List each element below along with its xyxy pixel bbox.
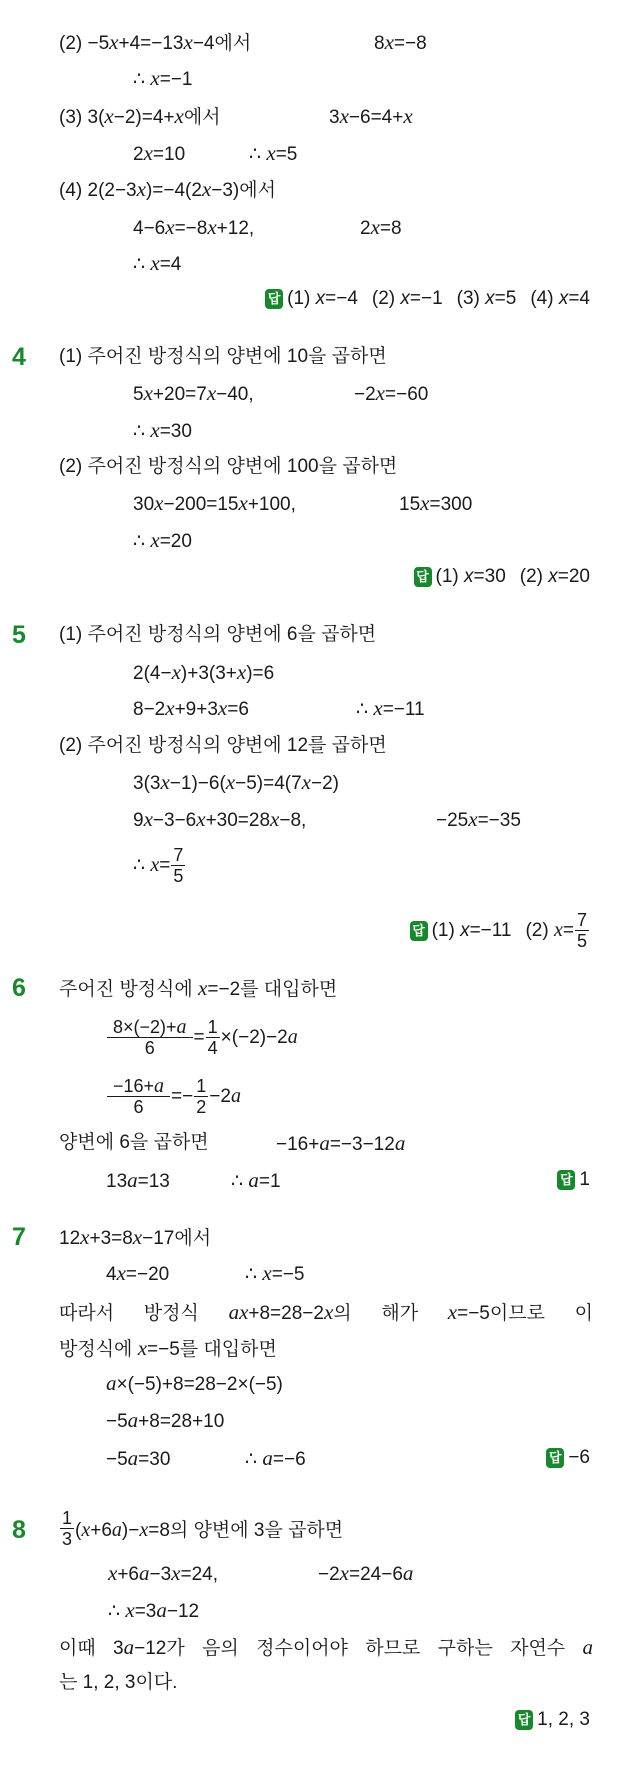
numerator: 7: [173, 845, 184, 865]
s5-line-6-result: −25x=−35: [436, 807, 521, 831]
problem-number-6: 6: [12, 974, 26, 1002]
answer-item: (1) x=30: [435, 566, 506, 587]
answer-prefix: (2) x=: [525, 919, 574, 941]
denominator: 6: [133, 1097, 144, 1117]
numerator: 1: [62, 1508, 73, 1528]
problem-number-4: 4: [12, 343, 26, 371]
problem-number-8: 8: [12, 1516, 26, 1544]
s8-line-2: x+6a−3x=24,: [108, 1561, 219, 1585]
s6-answer: [557, 1168, 590, 1192]
s7-answer: [546, 1446, 590, 1470]
s5-line-7: [133, 845, 186, 886]
s3-line-3-result: 3x−6=4+x: [329, 104, 413, 128]
s3-line-3-solution: ∴ x=5: [249, 141, 298, 165]
s7-line-3: 따라서 방정식 ax+8=28−2x의 해가 x=−5이므로 이: [59, 1300, 593, 1324]
answer-item: (1) x=−4: [287, 288, 358, 309]
s4-answer: [414, 565, 590, 589]
answer-badge-icon: 답: [265, 289, 283, 309]
equals-sign: =−: [171, 1085, 194, 1107]
fraction: [107, 1076, 170, 1117]
answer-item: 1, 2, 3: [537, 1709, 590, 1730]
fraction: [171, 845, 185, 886]
s6-fraction-equation-1: [106, 1017, 298, 1058]
answer-item: [525, 910, 590, 951]
s6-fraction-equation-2: [106, 1076, 241, 1117]
numerator: −16+a: [107, 1076, 170, 1097]
s7-line-1: 12x+3=8x−17에서: [59, 1225, 212, 1249]
s4-line-2: 5x+20=7x−40,: [133, 381, 254, 405]
s5-answer: [410, 910, 590, 951]
s4-line-4: (2) 주어진 방정식의 양변에 100을 곱하면: [59, 456, 398, 477]
fraction: [206, 1017, 220, 1058]
s8-answer: [515, 1708, 590, 1732]
s8-line-3: ∴ x=3a−12: [108, 1598, 200, 1622]
answer-item: 1: [579, 1169, 590, 1190]
expression-tail: ×(−2)−2a: [220, 1026, 298, 1048]
expression-tail: (x+6a)−x=8의 양변에 3을 곱하면: [75, 1519, 344, 1541]
equals-sign: =: [193, 1026, 205, 1048]
s6-line-1: 주어진 방정식에 x=−2를 대입하면: [59, 976, 338, 1000]
s4-line-3: ∴ x=30: [133, 418, 192, 442]
s4-line-6: ∴ x=20: [133, 528, 192, 552]
answer-badge-icon: 답: [410, 921, 428, 941]
answer-item: (2) x=20: [519, 566, 590, 587]
fraction: [60, 1508, 74, 1549]
expression-tail: −2a: [209, 1085, 241, 1107]
s3-line-2-solution: ∴ x=−1: [133, 66, 193, 90]
s3-line-4-result: 2x=8: [360, 215, 402, 239]
s5-line-3: 8−2x+9+3x=6: [133, 696, 249, 720]
numerator: 1: [207, 1017, 218, 1037]
s4-line-5-result: 15x=300: [399, 491, 473, 515]
s7-line-7: −5a=30: [106, 1446, 171, 1470]
denominator: 5: [576, 931, 587, 951]
fraction: [107, 1017, 193, 1058]
numerator: 1: [196, 1076, 207, 1096]
s5-line-6: 9x−3−6x+30=28x−8,: [133, 807, 307, 831]
s6-line-4-result: −16+a=−3−12a: [276, 1131, 406, 1155]
s6-line-4: 양변에 6을 곱하면: [59, 1132, 209, 1153]
s3-answer: [265, 287, 590, 311]
s4-line-5: 30x−200=15x+100,: [133, 491, 296, 515]
s3-line-3: (3) 3(x−2)=4+x에서: [59, 104, 221, 128]
s5-line-5: 3(3x−1)−6(x−5)=4(7x−2): [133, 770, 339, 794]
denominator: 4: [207, 1038, 218, 1058]
s8-line-5: 는 1, 2, 3이다.: [59, 1672, 178, 1693]
s8-line-4: 이때 3a−12가 음의 정수이어야 하므로 구하는 자연수 a: [59, 1635, 594, 1659]
s3-line-2-result: 8x=−8: [374, 30, 427, 54]
s3-line-2: (2) −5x+4=−13x−4에서: [59, 30, 252, 54]
numerator: 7: [576, 910, 587, 930]
s8-line-2-result: −2x=24−6a: [318, 1561, 414, 1585]
s5-solution-prefix: ∴ x=: [133, 854, 171, 876]
s7-line-2-solution: ∴ x=−5: [245, 1261, 305, 1285]
answer-badge-icon: 답: [557, 1170, 575, 1190]
answer-item: (4) x=4: [530, 288, 590, 309]
problem-number-5: 5: [12, 621, 26, 649]
s6-line-5-solution: ∴ a=1: [231, 1168, 281, 1192]
answer-badge-icon: 답: [414, 567, 432, 587]
answer-badge-icon: 답: [515, 1710, 533, 1730]
denominator: 2: [196, 1097, 207, 1117]
s8-line-1: [59, 1508, 343, 1549]
denominator: 5: [173, 866, 184, 886]
fraction: [194, 1076, 208, 1117]
s7-line-4: 방정식에 x=−5를 대입하면: [59, 1336, 277, 1360]
fraction: [575, 910, 589, 951]
answer-item: (3) x=5: [456, 288, 517, 309]
s3-line-4: (4) 2(2−3x)=−4(2x−3)에서: [59, 177, 276, 201]
s3-line-4-solution: ∴ x=4: [133, 251, 182, 275]
answer-badge-icon: 답: [546, 1448, 564, 1468]
denominator: 3: [62, 1529, 73, 1549]
s3-line-3-step: 2x=10: [133, 141, 186, 165]
denominator: 6: [144, 1038, 155, 1058]
s4-line-2-result: −2x=−60: [354, 381, 429, 405]
s7-line-5: a×(−5)+8=28−2×(−5): [106, 1371, 283, 1395]
s3-line-4-step: 4−6x=−8x+12,: [133, 215, 255, 239]
numerator: 8×(−2)+a: [107, 1017, 193, 1038]
s4-line-1: (1) 주어진 방정식의 양변에 10을 곱하면: [59, 346, 387, 367]
answer-item: −6: [568, 1447, 590, 1468]
answer-item: (1) x=−11: [431, 919, 512, 941]
answer-item: (2) x=−1: [371, 288, 443, 309]
s7-line-6: −5a+8=28+10: [106, 1408, 225, 1432]
s5-line-3-solution: ∴ x=−11: [356, 696, 425, 720]
s7-line-7-solution: ∴ a=−6: [245, 1446, 306, 1470]
s6-line-5: 13a=13: [106, 1168, 170, 1192]
s5-line-2: 2(4−x)+3(3+x)=6: [133, 660, 275, 684]
s5-line-1: (1) 주어진 방정식의 양변에 6을 곱하면: [59, 624, 377, 645]
s5-line-4: (2) 주어진 방정식의 양변에 12를 곱하면: [59, 735, 387, 756]
s7-line-2: 4x=−20: [106, 1261, 170, 1285]
problem-number-7: 7: [12, 1223, 26, 1251]
